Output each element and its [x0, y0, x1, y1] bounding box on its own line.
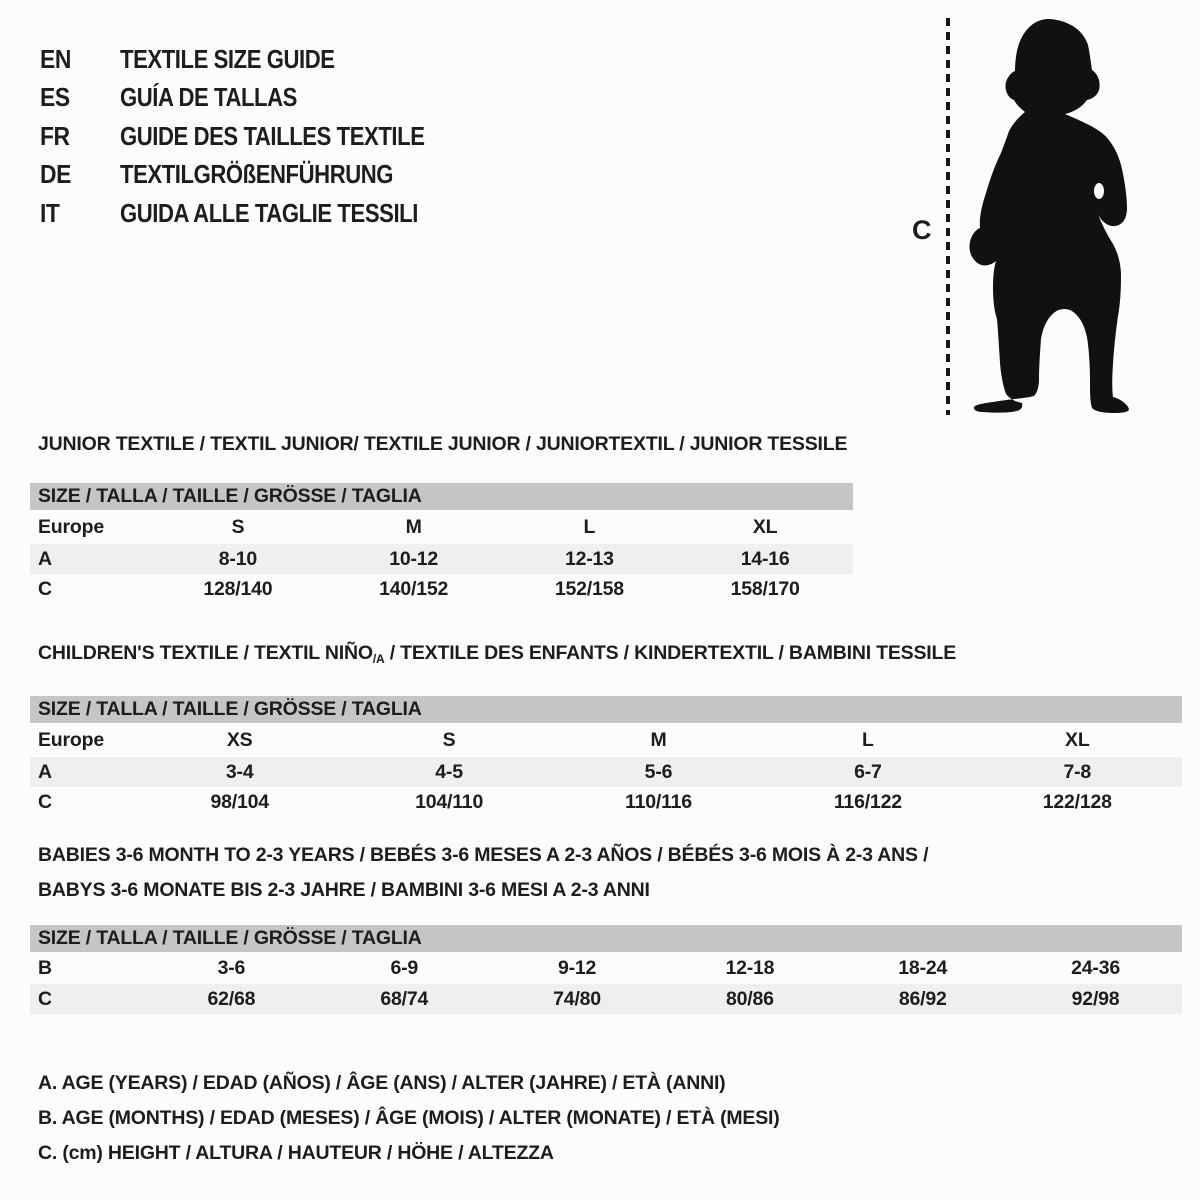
cell: 122/128 [1042, 790, 1112, 813]
children-heading [30, 641, 1182, 671]
row-label: C [38, 790, 52, 813]
children-size-table [30, 723, 1182, 817]
table-row [30, 757, 1182, 787]
table-row [30, 574, 853, 604]
cell: 4-5 [435, 760, 463, 783]
region-header: Europe [38, 515, 104, 538]
babies-heading-line1: BABIES 3-6 MONTH TO 2-3 YEARS / BEBÉS 3-6 MESES A 2-3 AÑOS / BÉBÉS 3-6 MOIS À 2-3 ANS / [38, 844, 929, 866]
lang-row-de [40, 156, 478, 195]
table-row [30, 952, 1182, 984]
height-measure-dashed-line [946, 18, 950, 415]
babies-size-table [30, 952, 1182, 1014]
cell: 140/152 [379, 577, 449, 600]
section-childrens-textile [30, 641, 1182, 817]
cell: 80/86 [725, 987, 774, 1010]
cell: 12-13 [564, 547, 614, 570]
size-header: XL [1065, 728, 1090, 751]
measurement-legend [38, 1066, 780, 1171]
cell: 98/104 [210, 790, 269, 813]
cell: 152/158 [554, 577, 624, 600]
babies-size-bar: SIZE / TALLA / TAILLE / GRÖSSE / TAGLIA [30, 925, 1182, 952]
cell: 10-12 [389, 547, 439, 570]
junior-size-bar: SIZE / TALLA / TAILLE / GRÖSSE / TAGLIA [30, 483, 853, 510]
size-header: S [442, 728, 456, 751]
lang-code-fr: FR [40, 120, 70, 151]
legend-line-c: C. (cm) HEIGHT / ALTURA / HAUTEUR / HÖHE / ALTEZZA [38, 1142, 554, 1164]
row-label: B [38, 956, 52, 979]
cell: 128/140 [203, 577, 273, 600]
height-measure-label: C [912, 215, 932, 245]
lang-row-en [40, 40, 478, 79]
section-junior-textile [30, 432, 853, 604]
table-row [30, 510, 853, 544]
lang-code-es: ES [40, 82, 70, 113]
lang-title-es: GUÍA DE TALLAS [120, 82, 297, 113]
cell: 6-7 [854, 760, 882, 783]
lang-code-it: IT [40, 197, 60, 228]
cell: 7-8 [1063, 760, 1092, 783]
row-label: C [38, 577, 52, 600]
cell: 104/110 [415, 790, 484, 813]
cell: 12-18 [725, 956, 775, 979]
lang-code-de: DE [40, 159, 71, 190]
size-header: L [862, 728, 874, 751]
row-label: C [38, 987, 52, 1010]
junior-size-table [30, 510, 853, 604]
lang-title-en: TEXTILE SIZE GUIDE [120, 43, 335, 74]
cell: 5-6 [644, 760, 673, 783]
cell: 6-9 [390, 956, 419, 979]
cell: 14-16 [740, 547, 790, 570]
section-babies-textile [30, 838, 1182, 1014]
size-header: S [231, 515, 245, 538]
cell: 158/170 [730, 577, 800, 600]
size-header: M [405, 515, 422, 538]
cell: 68/74 [380, 987, 429, 1010]
cell: 8-10 [218, 547, 257, 570]
region-header: Europe [38, 728, 104, 751]
cell: 3-4 [225, 760, 254, 783]
lang-code-en: EN [40, 43, 71, 74]
cell: 86/92 [898, 987, 947, 1010]
cell: 116/122 [833, 790, 902, 813]
language-header [40, 40, 478, 233]
cell: 62/68 [207, 987, 256, 1010]
cell: 24-36 [1071, 956, 1120, 979]
toddler-silhouette [963, 15, 1141, 415]
legend-line-b: B. AGE (MONTHS) / EDAD (MESES) / ÂGE (MOIS) / ALTER (MONATE) / ETÀ (MESI) [38, 1107, 780, 1129]
children-heading-post: / TEXTILE DES ENFANTS / KINDERTEXTIL / BAMBINI TESSILE [384, 642, 957, 664]
cell: 9-12 [557, 956, 597, 979]
size-header: M [650, 728, 667, 751]
cell: 74/80 [553, 987, 601, 1010]
children-heading-sub: /A [372, 652, 385, 666]
row-label: A [38, 547, 52, 570]
lang-title-de: TEXTILGRÖßENFÜHRUNG [120, 159, 394, 190]
lang-row-es [40, 79, 478, 118]
legend-line-a: A. AGE (YEARS) / EDAD (AÑOS) / ÂGE (ANS) / ALTER (JAHRE) / ETÀ (ANNI) [38, 1072, 726, 1094]
size-header: L [583, 515, 596, 538]
table-row [30, 544, 853, 574]
table-row [30, 723, 1182, 757]
size-header: XS [226, 728, 253, 751]
children-size-bar: SIZE / TALLA / TAILLE / GRÖSSE / TAGLIA [30, 696, 1182, 723]
lang-row-fr [40, 117, 478, 156]
cell: 3-6 [217, 956, 246, 979]
junior-heading: JUNIOR TEXTILE / TEXTIL JUNIOR/ TEXTILE JUNIOR / JUNIORTEXTIL / JUNIOR TESSILE [38, 433, 848, 455]
lang-title-it: GUIDA ALLE TAGLIE TESSILI [120, 197, 418, 228]
cell: 92/98 [1071, 987, 1120, 1010]
row-label: A [38, 760, 52, 783]
babies-heading [30, 838, 1182, 908]
lang-row-it [40, 194, 478, 233]
lang-title-fr: GUIDE DES TAILLES TEXTILE [120, 120, 425, 151]
size-header: XL [752, 515, 778, 538]
cell: 18-24 [898, 956, 948, 979]
table-row [30, 787, 1182, 817]
cell: 110/116 [625, 790, 692, 813]
babies-heading-line2: BABYS 3-6 MONATE BIS 2-3 JAHRE / BAMBINI 3-6 MESI A 2-3 ANNI [38, 879, 650, 901]
table-row [30, 984, 1182, 1014]
children-heading-pre: CHILDREN'S TEXTILE / TEXTIL NIÑO [38, 642, 373, 664]
